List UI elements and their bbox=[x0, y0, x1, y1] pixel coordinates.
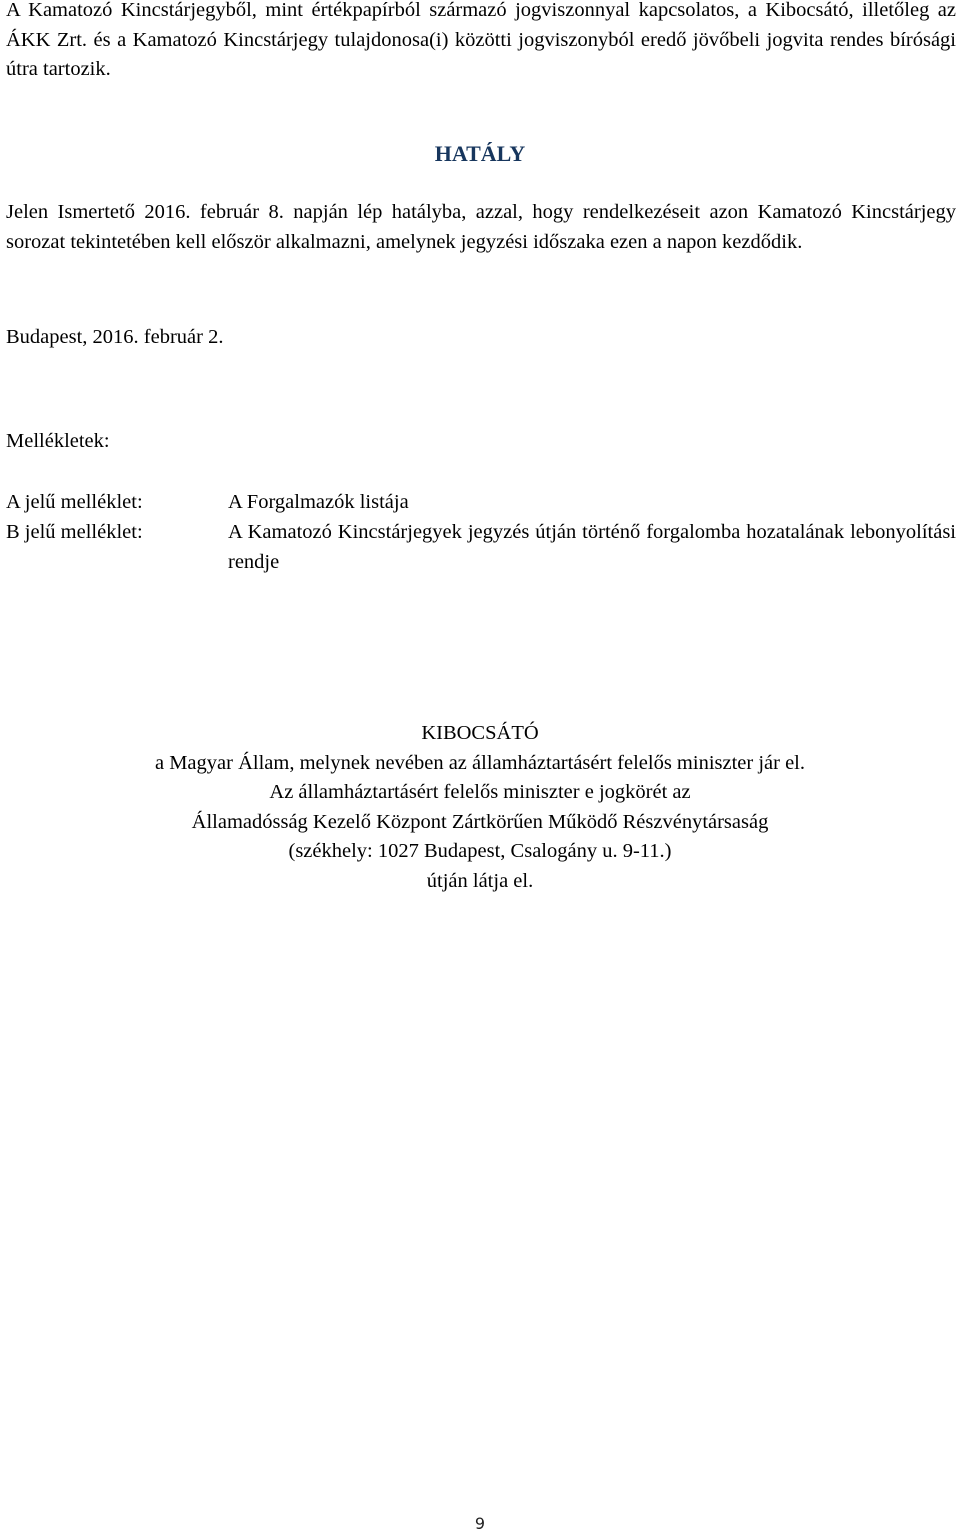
issuer-block bbox=[0, 719, 960, 896]
annex-value: A Forgalmazók listája bbox=[228, 491, 409, 513]
hataly-paragraph bbox=[6, 198, 956, 257]
intro-text: A Kamatozó Kincstárjegyből, mint értékpapírból származó jogviszonnyal kapcsolatos, a Kibocsátó, illetőleg az ÁKK Zrt. és a Kamatozó Kincstárjegy tulajdonosa(i) közötti jogviszonyból eredő jövőbeli jogvita rendes bírósági útra tartozik. bbox=[6, 0, 956, 80]
issuer-line: (székhely: 1027 Budapest, Csalogány u. 9-11.) bbox=[288, 840, 672, 862]
issuer-line: Az államháztartásért felelős miniszter e jogkörét az bbox=[269, 781, 691, 803]
intro-paragraph bbox=[6, 0, 956, 85]
issuer-line: a Magyar Állam, melynek nevében az államháztartásért felelős miniszter jár el. bbox=[154, 751, 805, 774]
annex-label: A jelű melléklet: bbox=[6, 491, 143, 513]
annex-value: A Kamatozó Kincstárjegyek jegyzés útján történő forgalomba hozatalának lebonyolítási rendje bbox=[228, 521, 956, 573]
issuer-line: útján látja el. bbox=[426, 869, 534, 892]
hataly-heading: HATÁLY bbox=[434, 141, 526, 166]
annexes-title: Mellékletek: bbox=[6, 430, 110, 452]
annex-item-a bbox=[6, 488, 956, 518]
issuer-line: Államadósság Kezelő Központ Zártkörűen Működő Részvénytársaság bbox=[191, 810, 769, 833]
annex-item-b bbox=[6, 518, 956, 577]
page-number: 9 bbox=[474, 1514, 486, 1533]
place-date: Budapest, 2016. február 2. bbox=[6, 326, 224, 348]
hataly-text: Jelen Ismertető 2016. február 8. napján lép hatályba, azzal, hogy rendelkezéseit azon Kamatozó Kincstárjegy sorozat tekintetében kell először alkalmazni, amelynek jegyzési időszaka ezen a napon kezdődik. bbox=[6, 201, 956, 253]
annex-label: B jelű melléklet: bbox=[6, 521, 143, 543]
issuer-title: KIBOCSÁTÓ bbox=[421, 722, 539, 744]
